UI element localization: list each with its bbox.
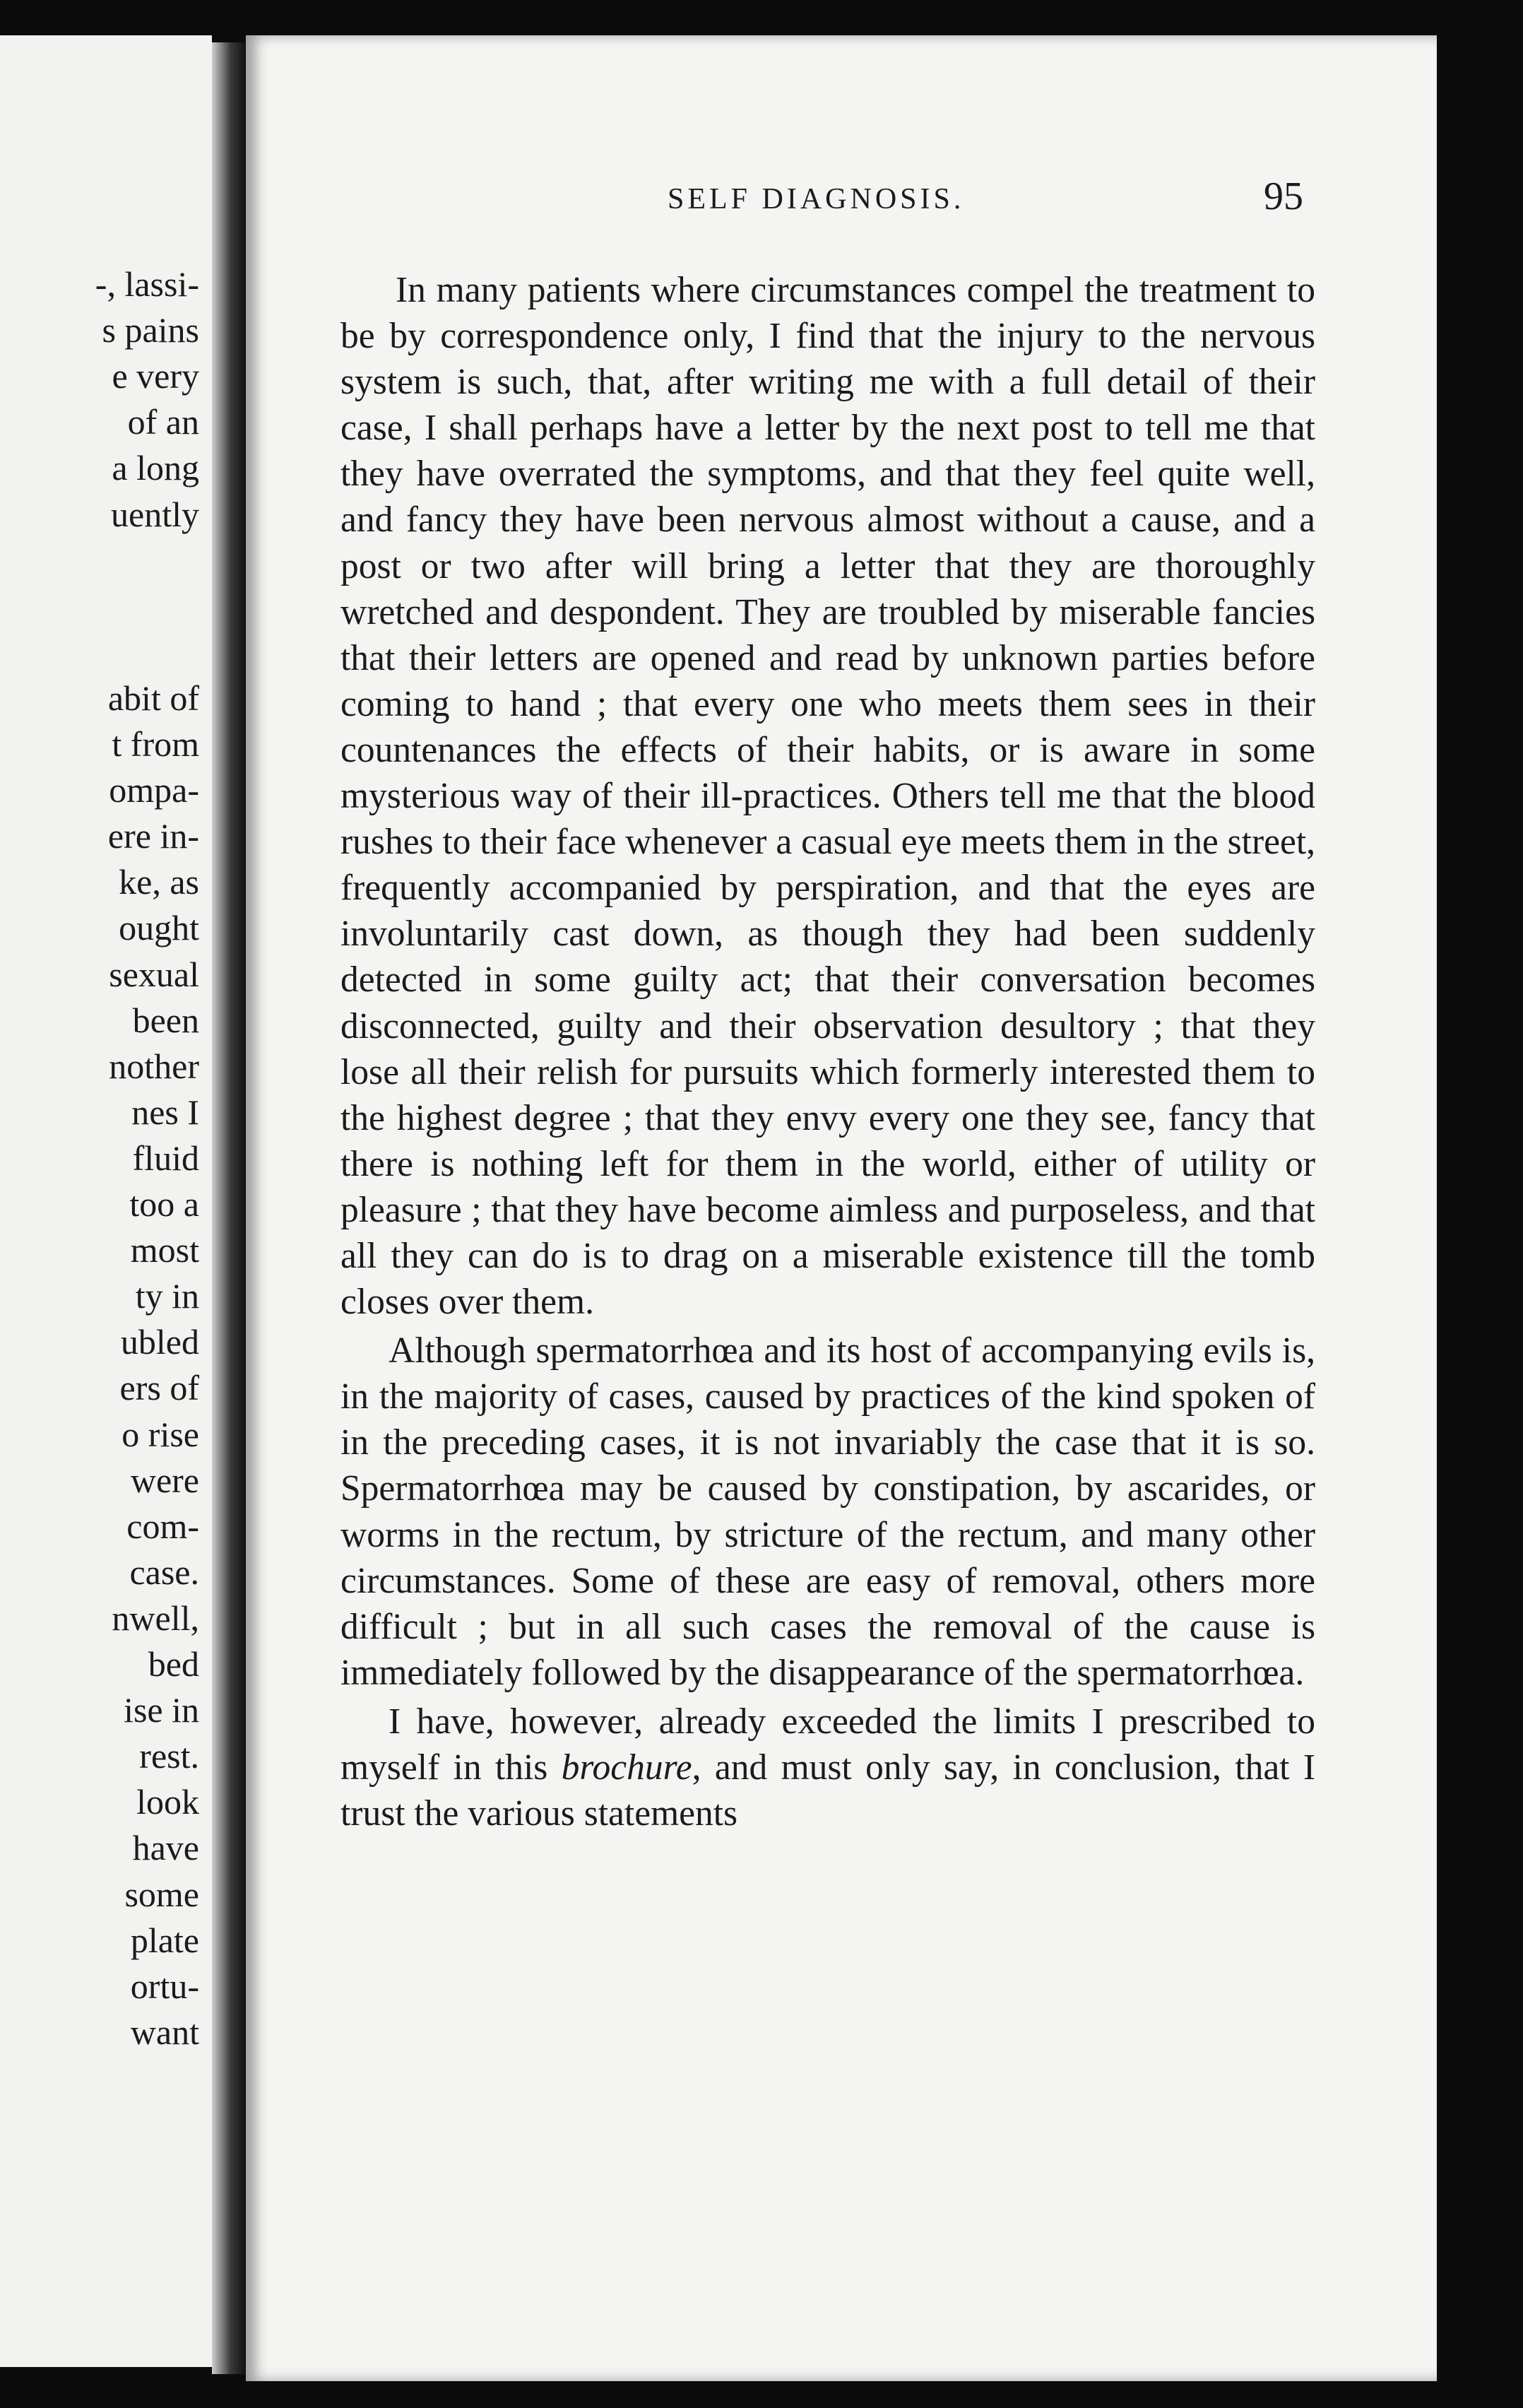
previous-page-line: o rise	[122, 1414, 199, 1454]
page-number: 95	[1264, 175, 1303, 218]
previous-page-line: s pains	[102, 310, 199, 350]
previous-page-line: abit of	[107, 678, 199, 718]
page-body	[340, 267, 1315, 1836]
book-gutter	[212, 42, 246, 2374]
page-header	[424, 174, 1303, 223]
previous-page-line: t from	[112, 724, 199, 764]
paragraph-3-text-a: I have, however, already exceeded the limits I prescribed to myself in this	[340, 1701, 1315, 1788]
previous-page-line: ke, as	[119, 862, 199, 902]
previous-page-line: ubled	[120, 1322, 199, 1362]
previous-page-line: case.	[129, 1552, 199, 1592]
paragraph-1: In many patients where circumstances compel the treatment to be by correspondence only, I find that the injury to the nervous system is such, that, after writing me with a full detail of their case, I shall perhaps have a letter by the next post to tell me that they have overrated the symptoms, and that they feel quite well, and fancy they have been nervous almost without a cause, and a post or two after will bring a letter that they are thoroughly wretched and despondent. They are troubled by miserable fancies that their letters are opened and read by unknown parties before coming to hand ; that every one who meets them sees in their countenances the effects of their habits, or is aware in some mysterious way of their ill-practices. Others tell me that the blood rushes to their face whenever a casual eye meets them in the street, frequently accompanied by perspiration, and that the eyes are involuntarily cast down, as though they had been suddenly detected in some guilty act; that their conversation becomes disconnected, guilty and their observation desultory ; that they lose all their relish for pursuits which formerly interested them to the highest degree ; that they envy every one they see, fancy that there is nothing left for them in the world, either of utility or pleasure ; that they have become aimless and purposeless, and that all they can do is to drag on a miserable existence till the tomb closes over them.	[340, 270, 1315, 1323]
previous-page-line: ortu-	[130, 1966, 199, 2006]
running-head: SELF DIAGNOSIS.	[668, 183, 965, 216]
previous-page-line: want	[130, 2012, 199, 2052]
previous-page-line: plate	[130, 1920, 199, 1960]
previous-page-line: were	[130, 1460, 199, 1500]
previous-page-line: fluid	[132, 1138, 199, 1178]
previous-page-line: ompa-	[109, 770, 199, 810]
paragraph-3-text-b: , and must only say, in conclusion, that I trust the various statements	[340, 1747, 1315, 1834]
previous-page-line: look	[136, 1782, 199, 1822]
previous-page-line: some	[124, 1874, 199, 1914]
previous-page-line: ty in	[135, 1276, 199, 1316]
previous-page-line: most	[130, 1230, 199, 1270]
previous-page-line: ought	[119, 908, 199, 948]
previous-page-line: e very	[112, 356, 199, 396]
previous-page-line: sexual	[109, 954, 199, 994]
previous-page-fragment	[0, 35, 212, 2367]
previous-page-line: of an	[127, 402, 199, 442]
previous-page-line: nes I	[131, 1092, 199, 1132]
paragraph-2: Although spermatorrhœa and its host of accompanying evils is, in the majority of cases, caused by practices of the kind spoken of in the preceding cases, it is not invariably the case that it is so. Spermatorrhœa may be caused by constipation, by ascarides, or worms in the rectum, by stricture of the rectum, and many other circumstances. Some of these are easy of removal, others more difficult ; but in all such cases the removal of the cause is immediately followed by the disappearance of the spermatorrhœa.	[340, 1330, 1315, 1693]
scan-border	[1437, 28, 1523, 2408]
paragraph-3	[340, 1699, 1315, 1836]
previous-page-line: ers of	[119, 1368, 199, 1408]
previous-page-line: bed	[148, 1644, 199, 1684]
previous-page-line: uently	[111, 494, 199, 534]
previous-page-line: -, lassi-	[95, 264, 199, 304]
previous-page-line: a long	[112, 448, 199, 488]
previous-page-line: have	[132, 1828, 199, 1868]
previous-page-line: rest.	[139, 1736, 199, 1776]
previous-page-line: been	[132, 1000, 199, 1040]
previous-page-line: nother	[109, 1046, 199, 1086]
italic-word: brochure	[561, 1747, 692, 1788]
previous-page-line: com-	[126, 1506, 199, 1546]
previous-page-line: nwell,	[112, 1598, 199, 1638]
previous-page-line: too a	[129, 1184, 199, 1224]
previous-page-line: ere in-	[107, 816, 199, 856]
previous-page-line: ise in	[124, 1690, 199, 1730]
